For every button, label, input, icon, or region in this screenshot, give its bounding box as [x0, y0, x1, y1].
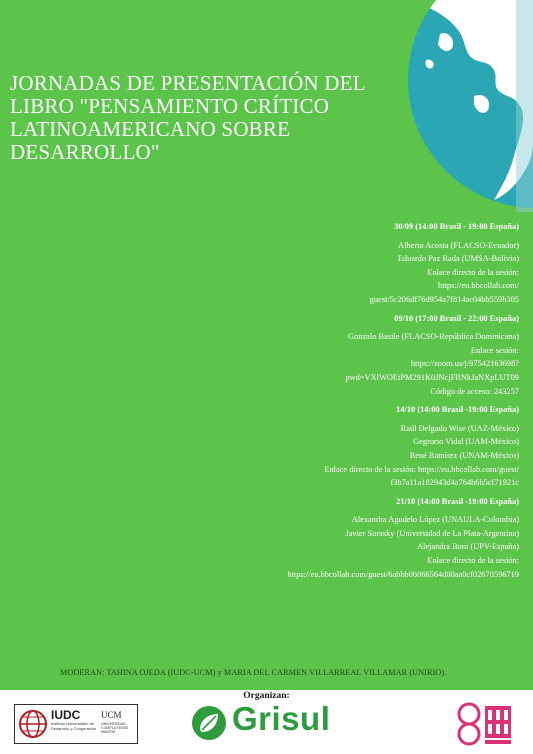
schedule	[189, 220, 519, 586]
access-code: Código de acceso: 243257	[430, 386, 519, 396]
session-link[interactable]: https://eu.bbcollab.com/	[438, 281, 519, 291]
speaker: Gegrorio Vidal (UAM-México)	[413, 437, 519, 447]
speaker: Alejandra Boni (UPV-España)	[416, 542, 519, 552]
ecp-logo	[455, 700, 515, 750]
ucm-label: UCM	[101, 710, 122, 720]
grisul-logo	[190, 700, 370, 746]
globe-icon	[18, 709, 48, 739]
speaker: Eduardo Paz Rada (UMSA-Bolivia)	[397, 254, 519, 264]
session-date: 21/10 (14:00 Brasil -19:00 España)	[396, 496, 519, 506]
session-date: 14/10 (14:00 Brasil -19:00 España)	[396, 405, 519, 415]
link-label: Enlace sesión:	[470, 345, 519, 355]
moderators-note: MODERAN: TAHINA OJEDA (IUDC-UCM) y MARIA DEL CARMEN VILLARREAL VILLAMAR (UNIRIO).	[60, 668, 447, 677]
session-link[interactable]: https://zoom.us/j/97542163698?	[410, 359, 519, 369]
ucm-subtitle: UNIVERSIDAD COMPLUTENSE MADRID	[101, 722, 129, 735]
speaker: Gonzalo Basile (FLACSO-República Dominicana)	[348, 332, 519, 342]
session-3	[189, 403, 519, 490]
session-link[interactable]: https://eu.bbcollab.com/guest/6abbb06066564d00aa0cf02670596719	[287, 569, 519, 579]
speaker: Raúl Delgado Wise (UAZ-México)	[400, 423, 519, 433]
session-link[interactable]: pwd=VXlWOEtPM291K0JNcjFRNkJaNXpLUT09	[345, 372, 519, 382]
session-2	[189, 312, 519, 399]
event-title: JORNADAS DE PRESENTACIÓN DEL LIBRO "PENSAMIENTO CRÍTICO LATINOAMERICANO SOBRE DESARROLLO"	[10, 71, 365, 164]
organizers-heading: Organizan:	[243, 691, 290, 701]
session-4	[189, 495, 519, 582]
session-date: 30/09 (14:00 Brasil - 19:00 España)	[394, 222, 519, 231]
speaker: Javier Surasky (Universidad de La Plata-Argentina)	[345, 528, 519, 538]
session-link[interactable]: f3b7a11a182943d4a764b6b5cf71921c	[390, 478, 519, 488]
speaker: René Ramírez (UNAM-México)	[409, 450, 519, 460]
grisul-wordmark: Grisul	[232, 700, 331, 737]
session-date: 09/10 (17:00 Brasil - 22:00 España)	[394, 313, 519, 323]
link-label: Enlace directo de la sesión:	[427, 267, 519, 277]
leaf-circle-icon	[190, 704, 228, 742]
link-label: Enlace directo de la sesión:	[427, 556, 519, 566]
iudc-ucm-logo	[14, 704, 138, 744]
iudc-label: IUDC	[51, 708, 81, 722]
speaker: Alexandra Agudelo López (UNAULA-Colombia)	[351, 515, 519, 525]
session-link[interactable]: Enlace directo de la sesión: https://eu.bbcollab.com/guest/	[324, 464, 519, 474]
iudc-subtitle: Instituto Universitario de Desarrollo y Cooperación	[51, 721, 97, 731]
session-link[interactable]: guest/5c206df76d954a7f814ac04bb559b305	[369, 294, 519, 304]
globe-illustration	[376, 0, 533, 212]
session-1	[189, 220, 519, 307]
speaker: Alberto Acosta (FLACSO-Ecuador)	[398, 240, 519, 250]
